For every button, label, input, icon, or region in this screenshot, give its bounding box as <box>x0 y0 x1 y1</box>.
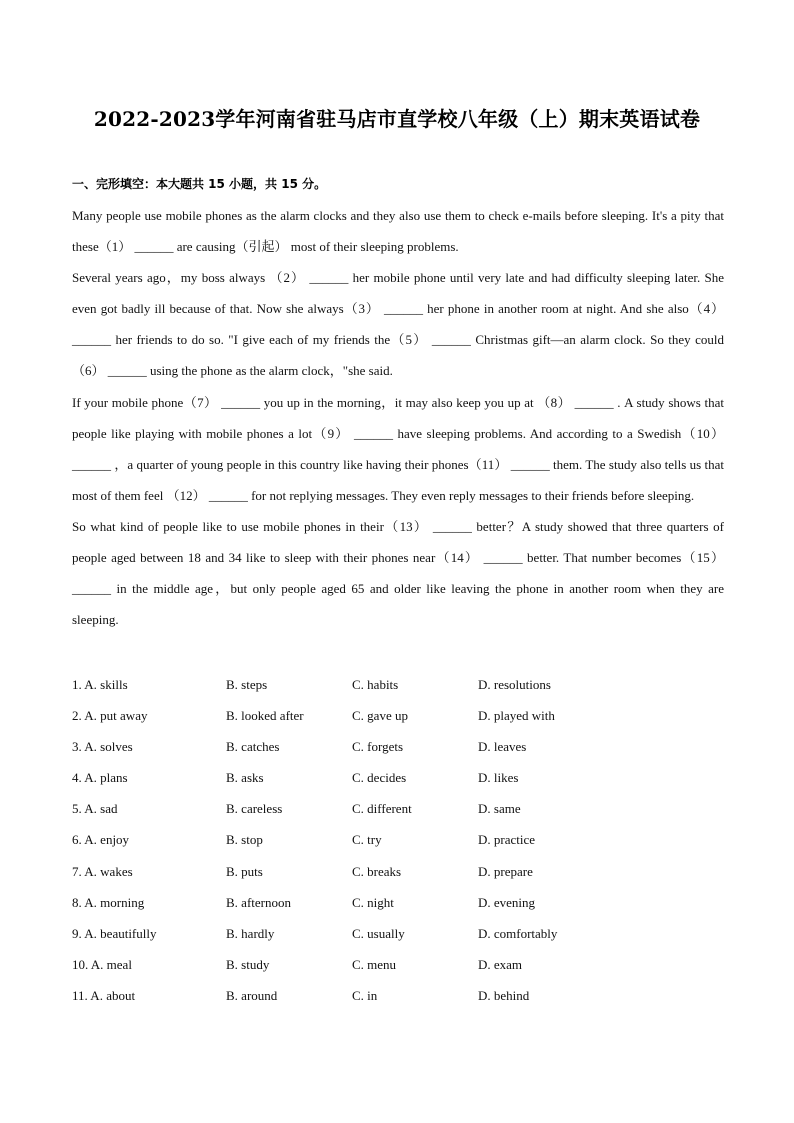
option-c: C. in <box>352 987 378 1003</box>
option-a: 7. A. wakes <box>72 863 133 879</box>
option-c: C. usually <box>352 925 405 941</box>
option-row-2 <box>72 700 724 731</box>
option-a: 11. A. about <box>72 987 136 1003</box>
passage-paragraph-3: If your mobile phone（7） ______ you up in the morning，it may also keep you up at （8） ______ . A study shows that people like playing with mobile phones a lot（9） ______ have sleeping problems. And according to a Swedish（10） ______ ，a quarter of young people in this country like having their phones（11） ______ them. The study also tells us that most of them feel （12） ______ for not replying messages. They even reply messages to their friends before sleeping. <box>72 394 724 503</box>
option-b: B. catches <box>226 739 280 755</box>
option-d: D. evening <box>478 894 536 910</box>
option-c: C. menu <box>352 956 397 972</box>
option-row-5 <box>72 793 724 824</box>
option-d: D. practice <box>478 832 536 848</box>
option-a: 9. A. beautifully <box>72 925 157 941</box>
cloze-passage <box>72 200 724 635</box>
option-b: B. study <box>226 956 270 972</box>
option-row-7 <box>72 856 724 887</box>
option-d: D. resolutions <box>478 677 551 692</box>
option-d: D. comfortably <box>478 925 558 941</box>
option-d: D. exam <box>478 956 523 972</box>
option-b: B. puts <box>226 863 263 879</box>
option-a: 2. A. put away <box>72 708 148 724</box>
option-c: C. forgets <box>352 739 404 755</box>
option-d: D. likes <box>478 770 519 786</box>
option-c: C. habits <box>352 677 399 692</box>
option-a: 4. A. plans <box>72 770 128 786</box>
option-b: B. stop <box>226 832 263 848</box>
option-a: 8. A. morning <box>72 894 145 910</box>
option-c: C. decides <box>352 770 407 786</box>
option-b: B. looked after <box>226 708 304 724</box>
option-b: B. hardly <box>226 925 275 941</box>
option-b: B. afternoon <box>226 894 291 910</box>
option-row-1 <box>72 669 724 700</box>
option-a: 5. A. sad <box>72 801 118 817</box>
option-row-4 <box>72 762 724 793</box>
option-row-3 <box>72 731 724 762</box>
page-title: 2022-2023学年河南省驻马店市直学校八年级（上）期末英语试卷 <box>93 107 701 131</box>
option-row-10 <box>72 949 724 980</box>
option-c: C. night <box>352 894 394 910</box>
section-heading: 一、完形填空：本大题共 15 小题，共 15 分。 <box>72 177 327 191</box>
option-a: 6. A. enjoy <box>72 832 130 848</box>
option-row-6 <box>72 824 724 855</box>
option-a: 1. A. skills <box>72 677 128 692</box>
option-c: C. gave up <box>352 708 408 724</box>
option-a: 10. A. meal <box>72 956 132 972</box>
answer-options <box>72 669 724 1011</box>
option-row-9 <box>72 918 724 949</box>
option-d: D. leaves <box>478 739 527 755</box>
option-d: D. played with <box>478 708 555 724</box>
option-d: D. same <box>478 801 521 817</box>
passage-paragraph-1: Many people use mobile phones as the alarm clocks and they also use them to check e-mails before sleeping. It's a pity that these（1） ______ are causing（引起） most of their sleeping problems. <box>72 208 724 255</box>
option-d: D. behind <box>478 987 530 1003</box>
option-row-11 <box>72 980 724 1011</box>
option-row-8 <box>72 887 724 918</box>
passage-paragraph-4: So what kind of people like to use mobile phones in their（13） ______ better？A study showed that three quarters of people aged between 18 and 34 like to sleep with their phones near（14） ______ better. That number becomes（15） ______ in the middle age，but only people aged 65 and older like leaving the phone in another room when they are sleeping. <box>72 518 724 628</box>
option-d: D. prepare <box>478 863 533 879</box>
passage-paragraph-2: Several years ago，my boss always （2） ______ her mobile phone until very late and had difficulty sleeping later. She even got badly ill because of that. Now she always（3） ______ her phone in another room at night. And she also（4） ______ her friends to do so. "I give each of my friends the（5） ______ Christmas gift—an alarm clock. So they could （6） ______ using the phone as the alarm clock，"she said. <box>72 270 724 379</box>
option-b: B. steps <box>226 677 268 692</box>
option-c: C. different <box>352 801 412 817</box>
option-c: C. try <box>352 832 382 848</box>
option-a: 3. A. solves <box>72 739 133 755</box>
option-b: B. asks <box>226 770 264 786</box>
option-c: C. breaks <box>352 863 402 879</box>
option-b: B. around <box>226 987 278 1003</box>
option-b: B. careless <box>226 801 283 817</box>
